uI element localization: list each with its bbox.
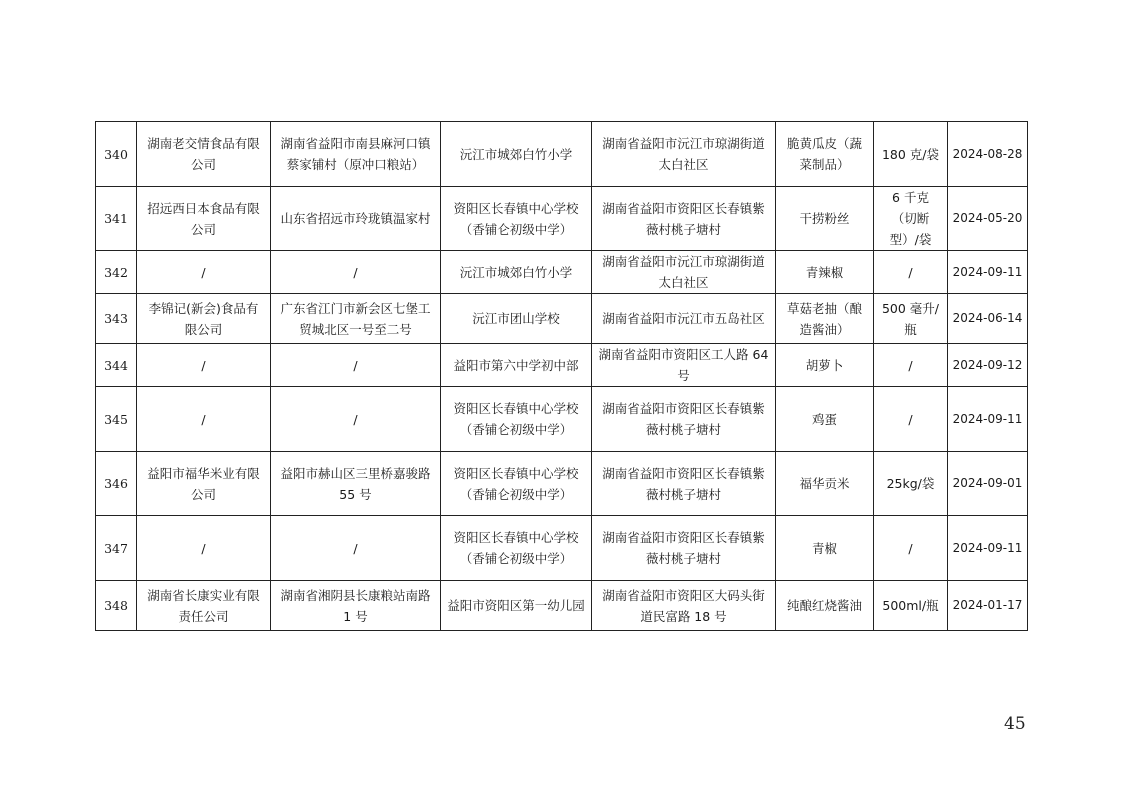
product-name: 草菇老抽（酿造酱油） [776,294,874,344]
production-date: 2024-09-12 [948,344,1028,387]
row-number: 341 [96,187,137,251]
producer-address: / [271,387,441,452]
product-name: 青辣椒 [776,251,874,294]
sampled-unit: 益阳市资阳区第一幼儿园 [441,581,592,631]
producer-name: / [137,344,271,387]
sampled-address: 湖南省益阳市沅江市琼湖街道太白社区 [592,251,776,294]
production-date: 2024-01-17 [948,581,1028,631]
production-date: 2024-06-14 [948,294,1028,344]
producer-address: 广东省江门市新会区七堡工贸城北区一号至二号 [271,294,441,344]
sampled-unit: 沅江市团山学校 [441,294,592,344]
product-spec: / [874,516,948,581]
row-number: 342 [96,251,137,294]
production-date: 2024-09-11 [948,251,1028,294]
sampled-address: 湖南省益阳市沅江市琼湖街道太白社区 [592,122,776,187]
records-table [95,121,1028,631]
sampled-address: 湖南省益阳市资阳区长春镇紫薇村桃子塘村 [592,387,776,452]
producer-name: 招远西日本食品有限公司 [137,187,271,251]
product-name: 干捞粉丝 [776,187,874,251]
page-number: 45 [1004,714,1026,734]
row-number: 344 [96,344,137,387]
row-number: 348 [96,581,137,631]
product-spec: / [874,387,948,452]
table-row [96,581,1028,631]
product-name: 纯酿红烧酱油 [776,581,874,631]
sampled-unit: 资阳区长春镇中心学校（香铺仑初级中学） [441,452,592,516]
sampled-address: 湖南省益阳市沅江市五岛社区 [592,294,776,344]
product-name: 青椒 [776,516,874,581]
production-date: 2024-09-11 [948,516,1028,581]
sampled-unit: 沅江市城郊白竹小学 [441,122,592,187]
records-table-body [96,122,1028,631]
row-number: 346 [96,452,137,516]
product-name: 脆黄瓜皮（蔬菜制品） [776,122,874,187]
sampled-unit: 资阳区长春镇中心学校（香铺仑初级中学） [441,187,592,251]
sampled-unit: 沅江市城郊白竹小学 [441,251,592,294]
producer-name: / [137,516,271,581]
product-spec: 180 克/袋 [874,122,948,187]
table-row [96,516,1028,581]
producer-name: 湖南省长康实业有限责任公司 [137,581,271,631]
table-row [96,122,1028,187]
sampled-address: 湖南省益阳市资阳区长春镇紫薇村桃子塘村 [592,452,776,516]
sampled-address: 湖南省益阳市资阳区长春镇紫薇村桃子塘村 [592,187,776,251]
producer-address: / [271,344,441,387]
table-row [96,452,1028,516]
production-date: 2024-09-11 [948,387,1028,452]
product-spec: 500ml/瓶 [874,581,948,631]
product-name: 鸡蛋 [776,387,874,452]
producer-address: 湖南省益阳市南县麻河口镇蔡家铺村（原冲口粮站） [271,122,441,187]
producer-address: 益阳市赫山区三里桥嘉骏路 55 号 [271,452,441,516]
table-row [96,294,1028,344]
producer-name: / [137,251,271,294]
row-number: 347 [96,516,137,581]
sampled-address: 湖南省益阳市资阳区大码头街道民富路 18 号 [592,581,776,631]
production-date: 2024-09-01 [948,452,1028,516]
sampled-unit: 资阳区长春镇中心学校（香铺仑初级中学） [441,516,592,581]
row-number: 340 [96,122,137,187]
row-number: 345 [96,387,137,452]
product-spec: / [874,344,948,387]
producer-name: 益阳市福华米业有限公司 [137,452,271,516]
producer-address: 湖南省湘阴县长康粮站南路 1 号 [271,581,441,631]
sampled-unit: 益阳市第六中学初中部 [441,344,592,387]
producer-name: 湖南老交情食品有限公司 [137,122,271,187]
product-name: 福华贡米 [776,452,874,516]
product-spec: / [874,251,948,294]
row-number: 343 [96,294,137,344]
sampled-address: 湖南省益阳市资阳区工人路 64 号 [592,344,776,387]
product-spec: 500 毫升/瓶 [874,294,948,344]
product-spec: 25kg/袋 [874,452,948,516]
product-spec: 6 千克（切断型）/袋 [874,187,948,251]
producer-address: / [271,516,441,581]
sampled-unit: 资阳区长春镇中心学校（香铺仑初级中学） [441,387,592,452]
product-name: 胡萝卜 [776,344,874,387]
producer-name: 李锦记(新会)食品有限公司 [137,294,271,344]
table-row [96,344,1028,387]
producer-address: / [271,251,441,294]
sampled-address: 湖南省益阳市资阳区长春镇紫薇村桃子塘村 [592,516,776,581]
table-row [96,387,1028,452]
table-row [96,251,1028,294]
table-row [96,187,1028,251]
producer-address: 山东省招远市玲珑镇温家村 [271,187,441,251]
producer-name: / [137,387,271,452]
production-date: 2024-08-28 [948,122,1028,187]
production-date: 2024-05-20 [948,187,1028,251]
